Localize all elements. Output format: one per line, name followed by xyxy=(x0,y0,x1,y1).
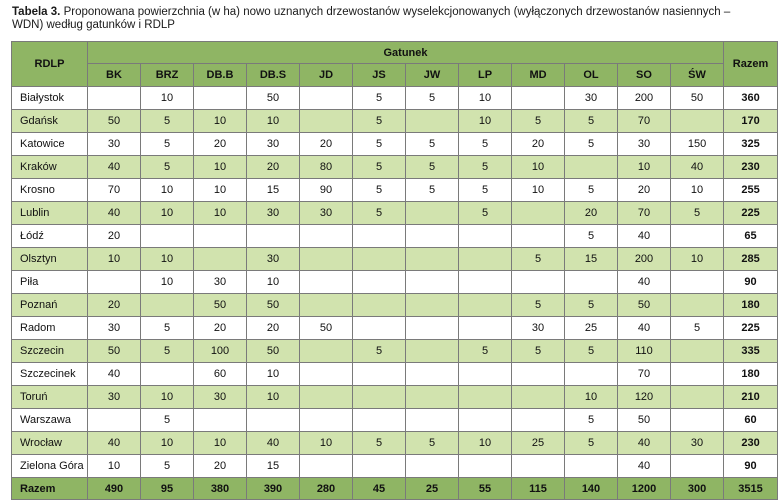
value-cell: 20 xyxy=(194,455,247,478)
value-cell: 30 xyxy=(88,133,141,156)
value-cell xyxy=(353,271,406,294)
value-cell: 5 xyxy=(406,87,459,110)
value-cell: 20 xyxy=(88,225,141,248)
value-cell: 10 xyxy=(194,179,247,202)
column-total-cell: 300 xyxy=(671,478,724,500)
table-row xyxy=(12,340,778,363)
value-cell xyxy=(459,248,512,271)
value-cell: 10 xyxy=(671,248,724,271)
row-total-cell: 360 xyxy=(724,87,778,110)
column-total-cell: 115 xyxy=(512,478,565,500)
column-total-cell: 380 xyxy=(194,478,247,500)
value-cell: 70 xyxy=(88,179,141,202)
table-header xyxy=(12,42,778,87)
value-cell: 5 xyxy=(353,179,406,202)
value-cell: 10 xyxy=(459,110,512,133)
value-cell: 30 xyxy=(194,271,247,294)
row-total-cell: 225 xyxy=(724,202,778,225)
caption-text: Proponowana powierzchnia (w ha) nowo uznanych drzewostanów wyselekcjonowanych (wyłączonych drzewostanów nasiennych – WDN) według gatunków i RDLP xyxy=(12,6,731,31)
value-cell: 5 xyxy=(671,202,724,225)
row-total-cell: 230 xyxy=(724,432,778,455)
table-body xyxy=(12,87,778,478)
column-total-cell: 490 xyxy=(88,478,141,500)
value-cell: 50 xyxy=(247,294,300,317)
value-cell xyxy=(88,87,141,110)
value-cell xyxy=(512,271,565,294)
value-cell: 10 xyxy=(512,179,565,202)
value-cell: 10 xyxy=(194,432,247,455)
table-row xyxy=(12,248,778,271)
species-header: LP xyxy=(459,64,512,87)
value-cell xyxy=(671,363,724,386)
species-header: JS xyxy=(353,64,406,87)
value-cell: 10 xyxy=(671,179,724,202)
value-cell: 5 xyxy=(565,432,618,455)
value-cell xyxy=(406,294,459,317)
value-cell xyxy=(671,225,724,248)
rdlp-name-cell: Gdańsk xyxy=(12,110,88,133)
value-cell: 80 xyxy=(300,156,353,179)
value-cell xyxy=(459,386,512,409)
species-header: DB.B xyxy=(194,64,247,87)
table-row xyxy=(12,294,778,317)
value-cell: 5 xyxy=(565,225,618,248)
value-cell: 10 xyxy=(141,248,194,271)
value-cell: 40 xyxy=(88,363,141,386)
row-total-cell: 90 xyxy=(724,271,778,294)
value-cell xyxy=(565,271,618,294)
row-total-cell: 225 xyxy=(724,317,778,340)
rdlp-name-cell: Katowice xyxy=(12,133,88,156)
value-cell: 90 xyxy=(300,179,353,202)
value-cell xyxy=(300,455,353,478)
rdlp-name-cell: Szczecinek xyxy=(12,363,88,386)
value-cell: 150 xyxy=(671,133,724,156)
value-cell: 5 xyxy=(459,156,512,179)
row-total-cell: 60 xyxy=(724,409,778,432)
value-cell xyxy=(141,363,194,386)
value-cell xyxy=(88,271,141,294)
value-cell: 40 xyxy=(88,432,141,455)
value-cell xyxy=(459,225,512,248)
value-cell: 40 xyxy=(618,225,671,248)
value-cell: 50 xyxy=(88,110,141,133)
value-cell xyxy=(406,409,459,432)
value-cell: 10 xyxy=(141,179,194,202)
value-cell: 5 xyxy=(141,156,194,179)
value-cell: 100 xyxy=(194,340,247,363)
header-row-species xyxy=(12,64,778,87)
value-cell xyxy=(671,455,724,478)
value-cell: 10 xyxy=(300,432,353,455)
value-cell: 40 xyxy=(671,156,724,179)
value-cell xyxy=(247,225,300,248)
value-cell xyxy=(300,225,353,248)
row-total-cell: 325 xyxy=(724,133,778,156)
value-cell xyxy=(459,409,512,432)
value-cell xyxy=(671,386,724,409)
value-cell: 5 xyxy=(353,87,406,110)
caption-label: Tabela 3. xyxy=(12,6,61,18)
value-cell: 5 xyxy=(141,340,194,363)
value-cell: 40 xyxy=(618,455,671,478)
value-cell xyxy=(88,409,141,432)
value-cell xyxy=(300,409,353,432)
total-label-cell: Razem xyxy=(12,478,88,500)
value-cell: 20 xyxy=(512,133,565,156)
value-cell: 15 xyxy=(247,179,300,202)
value-cell: 10 xyxy=(618,156,671,179)
value-cell: 5 xyxy=(459,202,512,225)
value-cell: 40 xyxy=(88,202,141,225)
value-cell: 40 xyxy=(618,271,671,294)
value-cell: 5 xyxy=(565,110,618,133)
value-cell xyxy=(671,110,724,133)
table-row xyxy=(12,271,778,294)
value-cell: 10 xyxy=(141,87,194,110)
table-row xyxy=(12,363,778,386)
value-cell xyxy=(406,110,459,133)
value-cell: 10 xyxy=(459,87,512,110)
column-total-cell: 25 xyxy=(406,478,459,500)
value-cell: 40 xyxy=(618,432,671,455)
column-total-cell: 1200 xyxy=(618,478,671,500)
species-header: ŚW xyxy=(671,64,724,87)
row-total-cell: 285 xyxy=(724,248,778,271)
rdlp-name-cell: Szczecin xyxy=(12,340,88,363)
column-total-cell: 45 xyxy=(353,478,406,500)
value-cell: 5 xyxy=(406,133,459,156)
row-total-cell: 90 xyxy=(724,455,778,478)
rdlp-name-cell: Lublin xyxy=(12,202,88,225)
value-cell xyxy=(406,225,459,248)
value-cell xyxy=(406,271,459,294)
value-cell: 5 xyxy=(512,294,565,317)
column-total-cell: 55 xyxy=(459,478,512,500)
rdlp-name-cell: Olsztyn xyxy=(12,248,88,271)
value-cell: 30 xyxy=(618,133,671,156)
species-header: JW xyxy=(406,64,459,87)
value-cell xyxy=(671,271,724,294)
species-header: OL xyxy=(565,64,618,87)
value-cell: 10 xyxy=(88,455,141,478)
value-cell xyxy=(353,294,406,317)
table-row xyxy=(12,386,778,409)
column-total-cell: 140 xyxy=(565,478,618,500)
table-row xyxy=(12,455,778,478)
header-row-group xyxy=(12,42,778,64)
value-cell xyxy=(194,409,247,432)
table-row xyxy=(12,409,778,432)
value-cell: 5 xyxy=(565,179,618,202)
value-cell: 5 xyxy=(459,133,512,156)
row-total-cell: 230 xyxy=(724,156,778,179)
value-cell: 20 xyxy=(300,133,353,156)
value-cell xyxy=(565,455,618,478)
species-header: DB.S xyxy=(247,64,300,87)
rdlp-name-cell: Krosno xyxy=(12,179,88,202)
value-cell: 30 xyxy=(247,202,300,225)
value-cell: 50 xyxy=(618,409,671,432)
value-cell: 5 xyxy=(141,317,194,340)
value-cell: 10 xyxy=(565,386,618,409)
value-cell xyxy=(671,294,724,317)
value-cell: 10 xyxy=(141,202,194,225)
value-cell xyxy=(406,340,459,363)
value-cell: 120 xyxy=(618,386,671,409)
table-footer xyxy=(12,478,778,500)
row-total-cell: 255 xyxy=(724,179,778,202)
value-cell: 5 xyxy=(141,110,194,133)
value-cell xyxy=(565,363,618,386)
value-cell: 20 xyxy=(194,317,247,340)
value-cell xyxy=(353,455,406,478)
value-cell xyxy=(512,455,565,478)
value-cell: 5 xyxy=(353,340,406,363)
value-cell xyxy=(300,386,353,409)
value-cell: 5 xyxy=(459,340,512,363)
value-cell: 50 xyxy=(300,317,353,340)
rdlp-name-cell: Radom xyxy=(12,317,88,340)
table-caption xyxy=(12,6,732,32)
value-cell: 50 xyxy=(671,87,724,110)
value-cell: 30 xyxy=(565,87,618,110)
value-cell xyxy=(459,455,512,478)
value-cell xyxy=(459,271,512,294)
value-cell: 20 xyxy=(247,156,300,179)
value-cell xyxy=(459,363,512,386)
total-row xyxy=(12,478,778,500)
value-cell xyxy=(353,409,406,432)
gatunek-group-header: Gatunek xyxy=(88,42,724,64)
species-header: BK xyxy=(88,64,141,87)
value-cell: 50 xyxy=(618,294,671,317)
value-cell: 5 xyxy=(353,202,406,225)
value-cell: 10 xyxy=(88,248,141,271)
value-cell xyxy=(512,225,565,248)
value-cell: 5 xyxy=(406,432,459,455)
species-header: JD xyxy=(300,64,353,87)
value-cell xyxy=(141,294,194,317)
value-cell: 20 xyxy=(618,179,671,202)
value-cell: 5 xyxy=(141,133,194,156)
value-cell: 10 xyxy=(512,156,565,179)
value-cell: 10 xyxy=(141,386,194,409)
table-row xyxy=(12,110,778,133)
rdlp-name-cell: Zielona Góra xyxy=(12,455,88,478)
value-cell: 5 xyxy=(512,340,565,363)
value-cell: 10 xyxy=(459,432,512,455)
value-cell xyxy=(406,455,459,478)
value-cell: 5 xyxy=(353,133,406,156)
row-total-cell: 170 xyxy=(724,110,778,133)
row-total-cell: 210 xyxy=(724,386,778,409)
value-cell xyxy=(353,317,406,340)
value-cell: 10 xyxy=(194,202,247,225)
rdlp-name-cell: Warszawa xyxy=(12,409,88,432)
value-cell: 10 xyxy=(247,386,300,409)
rdlp-name-cell: Toruń xyxy=(12,386,88,409)
value-cell: 10 xyxy=(141,432,194,455)
value-cell: 30 xyxy=(194,386,247,409)
value-cell: 50 xyxy=(88,340,141,363)
value-cell: 40 xyxy=(247,432,300,455)
species-header: BRZ xyxy=(141,64,194,87)
row-total-cell: 180 xyxy=(724,294,778,317)
value-cell: 10 xyxy=(194,156,247,179)
value-cell: 110 xyxy=(618,340,671,363)
value-cell: 70 xyxy=(618,202,671,225)
value-cell: 25 xyxy=(512,432,565,455)
value-cell: 20 xyxy=(88,294,141,317)
value-cell xyxy=(406,386,459,409)
species-area-table xyxy=(11,41,778,500)
value-cell xyxy=(512,363,565,386)
table-row xyxy=(12,133,778,156)
value-cell: 40 xyxy=(618,317,671,340)
value-cell xyxy=(353,363,406,386)
rdlp-name-cell: Kraków xyxy=(12,156,88,179)
value-cell: 30 xyxy=(247,133,300,156)
value-cell xyxy=(406,363,459,386)
row-total-cell: 335 xyxy=(724,340,778,363)
value-cell: 30 xyxy=(300,202,353,225)
value-cell xyxy=(406,317,459,340)
table-row xyxy=(12,156,778,179)
value-cell: 5 xyxy=(406,156,459,179)
table-row xyxy=(12,87,778,110)
value-cell xyxy=(300,294,353,317)
table-row xyxy=(12,317,778,340)
value-cell xyxy=(194,225,247,248)
value-cell xyxy=(194,248,247,271)
value-cell: 20 xyxy=(247,317,300,340)
value-cell: 5 xyxy=(353,110,406,133)
value-cell: 5 xyxy=(565,294,618,317)
value-cell: 5 xyxy=(565,409,618,432)
value-cell xyxy=(459,294,512,317)
value-cell xyxy=(300,271,353,294)
value-cell: 5 xyxy=(353,432,406,455)
value-cell: 25 xyxy=(565,317,618,340)
value-cell: 50 xyxy=(247,340,300,363)
value-cell: 30 xyxy=(247,248,300,271)
value-cell: 5 xyxy=(141,409,194,432)
row-total-cell: 65 xyxy=(724,225,778,248)
table-row xyxy=(12,202,778,225)
value-cell: 5 xyxy=(512,110,565,133)
value-cell: 30 xyxy=(512,317,565,340)
row-total-cell: 180 xyxy=(724,363,778,386)
table-row xyxy=(12,179,778,202)
value-cell: 5 xyxy=(512,248,565,271)
value-cell xyxy=(353,386,406,409)
column-total-cell: 280 xyxy=(300,478,353,500)
value-cell xyxy=(512,386,565,409)
value-cell xyxy=(406,202,459,225)
value-cell: 70 xyxy=(618,363,671,386)
value-cell: 10 xyxy=(247,271,300,294)
value-cell: 5 xyxy=(459,179,512,202)
value-cell: 20 xyxy=(565,202,618,225)
value-cell xyxy=(671,409,724,432)
value-cell xyxy=(459,317,512,340)
value-cell: 30 xyxy=(88,317,141,340)
value-cell: 200 xyxy=(618,87,671,110)
value-cell: 5 xyxy=(565,340,618,363)
value-cell xyxy=(300,110,353,133)
value-cell xyxy=(353,248,406,271)
value-cell xyxy=(512,202,565,225)
value-cell xyxy=(300,363,353,386)
value-cell xyxy=(353,225,406,248)
value-cell: 15 xyxy=(247,455,300,478)
value-cell: 60 xyxy=(194,363,247,386)
value-cell: 50 xyxy=(194,294,247,317)
value-cell: 200 xyxy=(618,248,671,271)
value-cell xyxy=(300,340,353,363)
rdlp-name-cell: Wrocław xyxy=(12,432,88,455)
value-cell: 5 xyxy=(353,156,406,179)
value-cell: 5 xyxy=(406,179,459,202)
value-cell xyxy=(406,248,459,271)
grand-total-cell: 3515 xyxy=(724,478,778,500)
value-cell xyxy=(512,409,565,432)
value-cell: 5 xyxy=(565,133,618,156)
value-cell xyxy=(300,248,353,271)
value-cell: 10 xyxy=(247,110,300,133)
value-cell xyxy=(247,409,300,432)
value-cell xyxy=(194,87,247,110)
value-cell: 10 xyxy=(141,271,194,294)
column-total-cell: 95 xyxy=(141,478,194,500)
species-header: MD xyxy=(512,64,565,87)
value-cell xyxy=(565,156,618,179)
value-cell: 15 xyxy=(565,248,618,271)
value-cell xyxy=(141,225,194,248)
rdlp-name-cell: Łódź xyxy=(12,225,88,248)
value-cell xyxy=(671,340,724,363)
value-cell xyxy=(300,87,353,110)
rdlp-name-cell: Piła xyxy=(12,271,88,294)
value-cell: 50 xyxy=(247,87,300,110)
value-cell: 40 xyxy=(88,156,141,179)
table-row xyxy=(12,225,778,248)
column-total-cell: 390 xyxy=(247,478,300,500)
table-row xyxy=(12,432,778,455)
value-cell: 70 xyxy=(618,110,671,133)
value-cell: 5 xyxy=(671,317,724,340)
value-cell: 5 xyxy=(141,455,194,478)
value-cell: 30 xyxy=(671,432,724,455)
value-cell: 20 xyxy=(194,133,247,156)
razem-column-header: Razem xyxy=(724,42,778,87)
value-cell: 10 xyxy=(194,110,247,133)
species-header: SO xyxy=(618,64,671,87)
rdlp-name-cell: Poznań xyxy=(12,294,88,317)
value-cell xyxy=(512,87,565,110)
rdlp-column-header: RDLP xyxy=(12,42,88,87)
value-cell: 10 xyxy=(247,363,300,386)
value-cell: 30 xyxy=(88,386,141,409)
rdlp-name-cell: Białystok xyxy=(12,87,88,110)
